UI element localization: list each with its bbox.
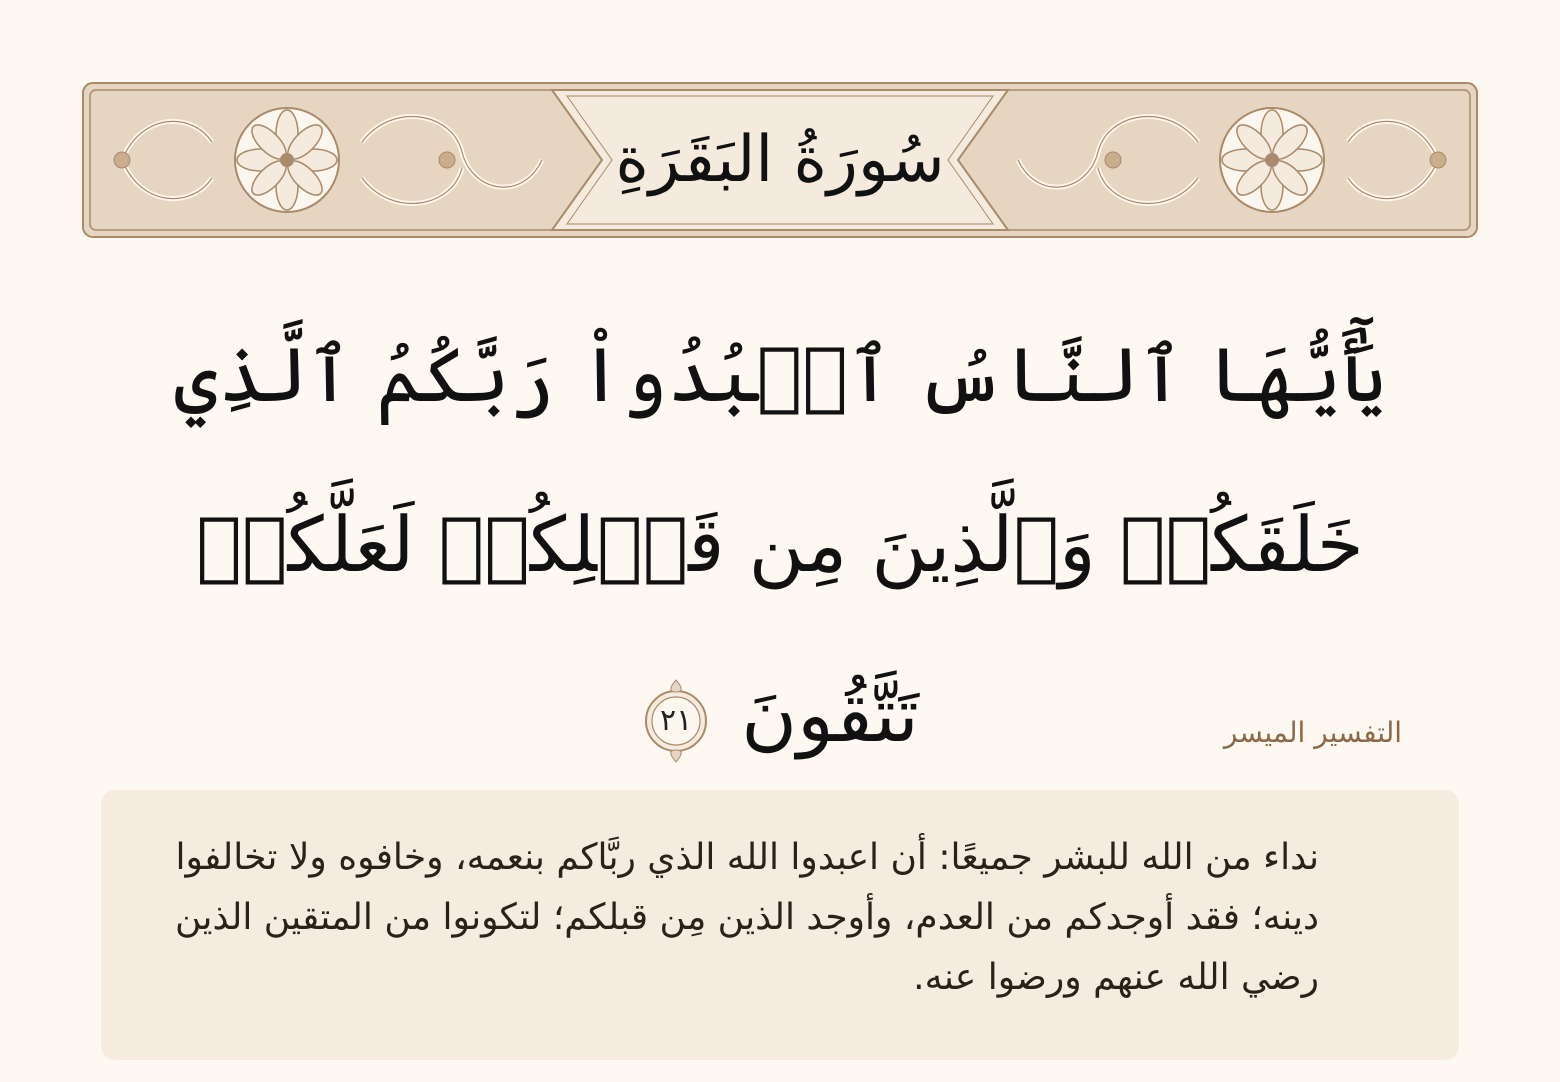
verse-line-2-text: خَلَقَكُمۡ وَٱلَّذِينَ مِن قَبۡلِكُمۡ لَعَلَّكُمۡ تَتَّقُونَ: [196, 500, 1364, 759]
ayah-number: ٢١: [659, 703, 693, 738]
ayah-number-marker[interactable]: [641, 676, 711, 766]
tafsir-box: [101, 790, 1459, 1060]
surah-header-banner: [82, 82, 1478, 238]
tafsir-label: التفسير الميسر: [1223, 716, 1402, 749]
verse-line-2: [130, 460, 1430, 800]
tafsir-text: نداء من الله للبشر جميعًا: أن اعبدوا الله الذي ربَّاكم بنعمه، وخافوه ولا تخالفوا دينه؛ فقد أوجدكم من العدم، وأوجد الذين مِن قبلكم؛ لتكونوا من المتقين الذين رضي الله عنهم ورضوا عنه.: [175, 837, 1319, 998]
verse-line-1: يَٰٓأَيُّهَا ٱلنَّاسُ ٱعۡبُدُواْ رَبَّكُمُ ٱلَّذِي: [173, 330, 1387, 419]
surah-title: سُورَةُ البَقَرَةِ: [615, 123, 945, 197]
